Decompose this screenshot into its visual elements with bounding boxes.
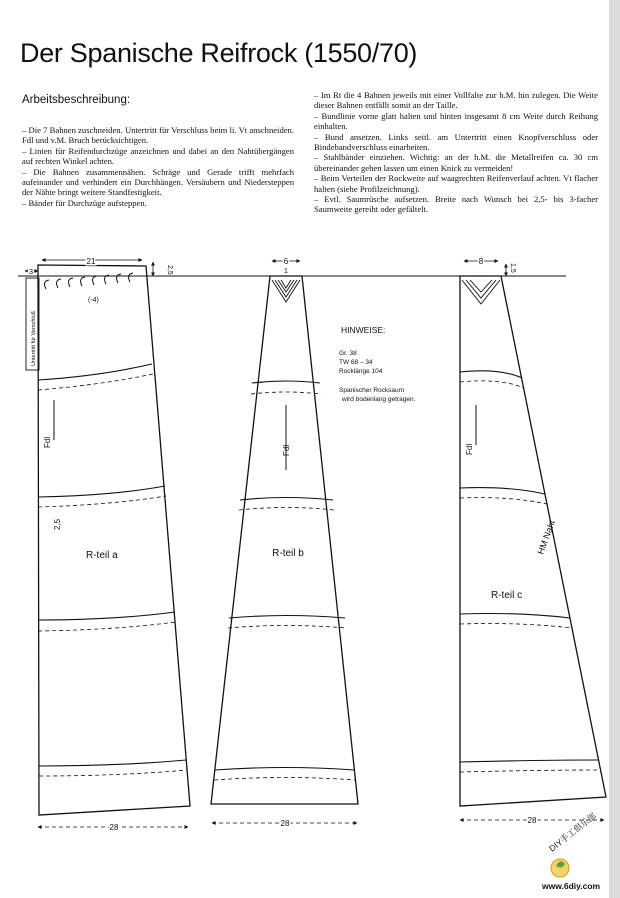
dim-label: 6	[283, 257, 289, 266]
piece-label: R-teil c	[491, 590, 523, 601]
hoop-line	[460, 770, 600, 772]
hoop-line	[239, 508, 334, 511]
hoop-line	[214, 778, 355, 781]
pleat-chevrons	[462, 280, 500, 304]
hoop-line	[460, 488, 545, 494]
dim-label: 28	[527, 816, 537, 825]
instruction-paragraph: – Evtl. Saumrüsche aufsetzen. Breite nach Wunsch bei 2,5- bis 3-facher Saumweite gereiht oder gefältelt.	[314, 194, 598, 215]
grain-label: Fdl	[43, 436, 52, 448]
instruction-paragraph: – Stahlbänder einziehen. Wichtig: an der h.M. die Metallreifen ca. 30 cm übereinander gehen lassen um einen Knick zu vermeiden!	[314, 152, 598, 173]
pleat-note: (-4)	[88, 297, 99, 304]
notes-hem-1: Spanischer Rocksaum	[339, 387, 405, 394]
hoop-line	[38, 612, 175, 620]
underlap-label: Untertritt für Verschluß	[31, 310, 37, 366]
hoop-line	[38, 486, 165, 497]
spacing-label: 2,5	[53, 518, 62, 530]
hoop-line	[252, 381, 320, 383]
hoop-line	[215, 768, 354, 771]
hoop-line	[460, 760, 598, 762]
top-mark: 1	[284, 268, 288, 275]
hoop-line	[39, 760, 186, 766]
hoop-line	[229, 616, 345, 619]
instructions-heading: Arbeitsbeschreibung:	[22, 94, 131, 106]
hoop-line	[38, 374, 153, 390]
notes-size: Gr. 38	[339, 350, 357, 357]
dim-label: 28	[280, 819, 290, 828]
hoop-line	[228, 626, 346, 629]
hoop-line	[38, 622, 176, 631]
instruction-paragraph: – Bänder für Durchzüge aufsteppen.	[22, 197, 147, 208]
instruction-paragraph: – Die Bahnen zusammennähen. Schräge und Gerade trifft mehrfach aufeinander und verhindert ein Durchhängen. Versäubern und Niedersteppen der Nähte bringt weitere Standfestigkeit.	[22, 166, 294, 198]
pattern-piece-c	[460, 276, 606, 806]
piece-c-outline	[460, 276, 606, 806]
instruction-paragraph: – Die 7 Bahnen zuschneiden. Untertritt für Verschluss beim li. Vt anschneiden. Fdl und v.M. Bruch berücksichtigen.	[22, 125, 294, 146]
pattern-piece-a	[26, 265, 190, 815]
hoop-line	[240, 498, 333, 501]
dim-label: 8	[478, 257, 484, 266]
piece-label: R-teil a	[86, 550, 118, 561]
watermark	[541, 810, 601, 891]
hoop-line	[460, 381, 524, 388]
hoop-line	[460, 614, 570, 619]
grain-label: Fdl	[282, 444, 291, 456]
dim-label: 1,5	[509, 263, 516, 273]
piece-b-outline	[211, 276, 358, 804]
notes-heading: HINWEISE:	[341, 325, 386, 335]
page-title: Der Spanische Reifrock (1550/70)	[20, 38, 418, 68]
notes-block	[339, 325, 416, 403]
hoop-line	[38, 496, 166, 507]
hoop-line	[251, 392, 321, 394]
notes-hem-2: wird bodenlang getragen.	[342, 396, 416, 403]
instruction-paragraph: – Bundlinie vorne glatt halten und hinten insgesamt 8 cm Weite durch Reihung einhalten.	[314, 110, 598, 132]
instruction-paragraph: – Im Rt die 4 Bahnen jeweils mit einer Vollfalte zur h.M. hin zulegen. Die Weite dieser Bahnen entfällt somit an der Taille.	[314, 90, 598, 111]
piece-a-outline	[38, 265, 190, 815]
pleat-chevrons	[272, 280, 300, 302]
hoop-line	[460, 498, 547, 504]
hoop-line	[460, 371, 522, 378]
instruction-paragraph: – Bund ansetzen. Links seitl. am Untertritt einen Knopfverschluss oder Bindebandverschluss einarbeiten.	[314, 131, 598, 153]
piece-label: R-teil b	[272, 548, 304, 559]
watermark-text: DIY手工俱乐部	[547, 810, 598, 854]
watermark-url: www.6diy.com	[542, 881, 601, 891]
pattern-piece-b	[211, 276, 358, 804]
hoop-line	[38, 364, 152, 380]
notes-length: Rocklänge 104	[339, 368, 383, 375]
pleat-marks	[45, 273, 133, 289]
dim-label: 2,5	[166, 265, 173, 275]
notes-measure: TW 68 – 34	[339, 359, 373, 366]
dim-label: 3	[28, 267, 34, 276]
seam-label: HM Naht	[535, 518, 558, 556]
dim-label: 28	[109, 823, 119, 832]
instruction-paragraph: – Linien für Reifendurchzüge anzeichnen und dabei an den Nahtübergängen auf rechten Winkel achten.	[22, 145, 294, 167]
hoop-line	[39, 770, 187, 776]
grain-label: Fdl	[465, 443, 474, 455]
dim-label: 21	[86, 257, 96, 266]
hoop-line	[460, 624, 572, 629]
instruction-paragraph: – Beim Verteilen der Rockweite auf waagrechten Reifenverlauf achten. Vt flacher halten (siehe Profilzeichnung).	[314, 173, 598, 194]
